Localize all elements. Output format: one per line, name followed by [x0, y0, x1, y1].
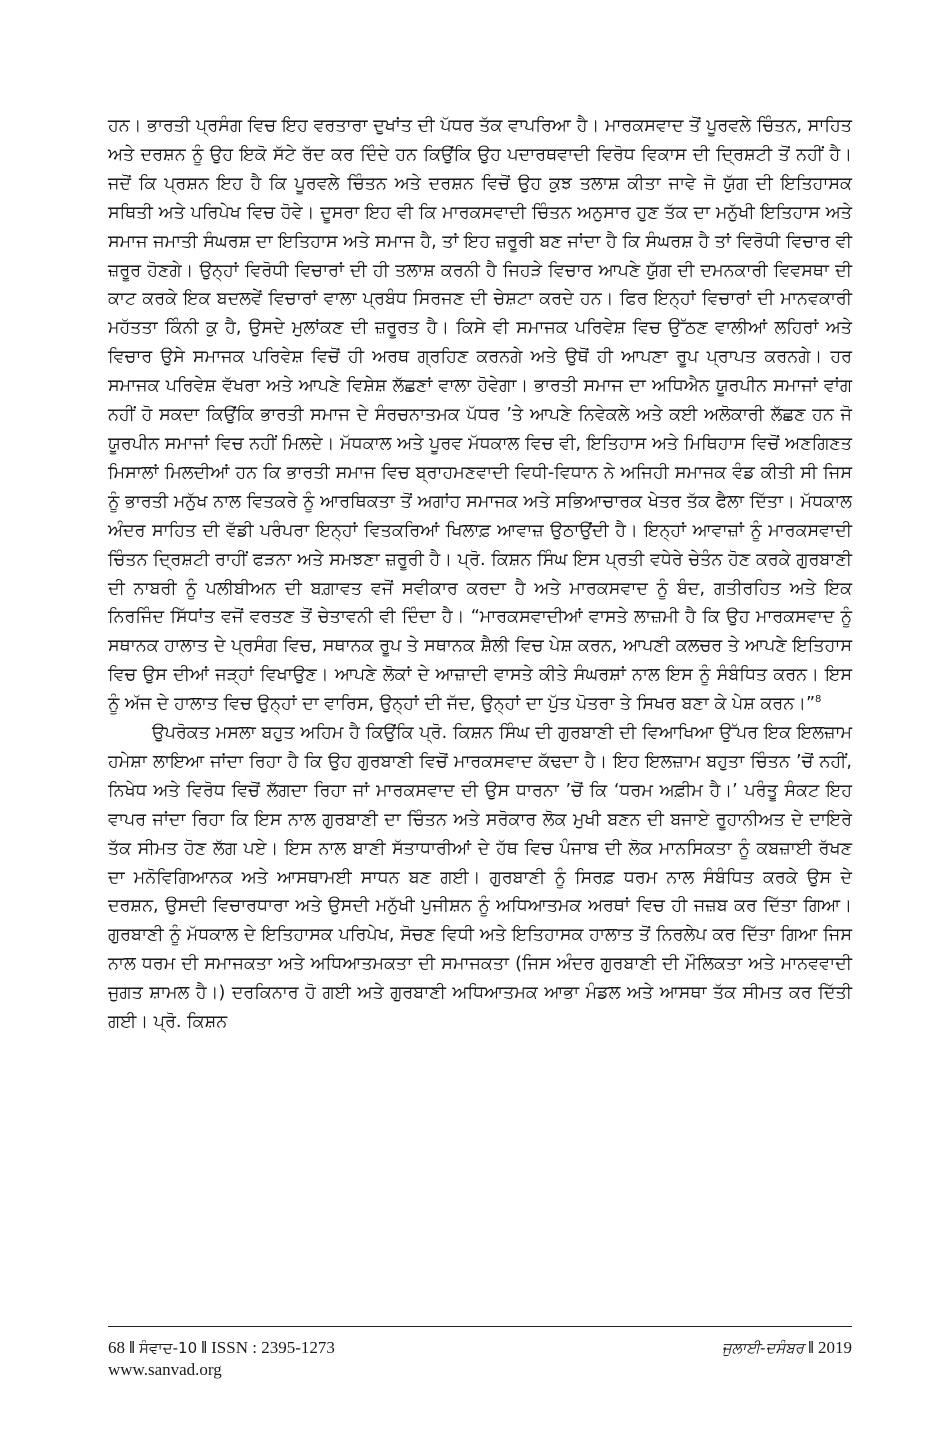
- paragraph-continued: [108, 112, 852, 719]
- footer-rule: [108, 1326, 852, 1327]
- footer-separator: ‖: [129, 1338, 135, 1357]
- paragraph: [108, 719, 852, 1037]
- footnote-marker: 8: [815, 694, 822, 706]
- footer-right: [722, 1338, 852, 1358]
- website-url: www.sanvad.org: [108, 1360, 222, 1379]
- article-body: [108, 112, 852, 1037]
- journal-name: ਸੰਵਾਦ-10: [139, 1339, 198, 1357]
- issue-year: 2019: [818, 1338, 852, 1357]
- footer-separator: ‖: [808, 1338, 814, 1357]
- footer-separator: ‖: [201, 1338, 207, 1357]
- page-number: 68: [108, 1338, 125, 1357]
- footer-left: [108, 1338, 335, 1379]
- paragraph-text: ਹਨ। ਭਾਰਤੀ ਪ੍ਰਸੰਗ ਵਿਚ ਇਹ ਵਰਤਾਰਾ ਦੁਖਾਂਤ ਦੀ ਪੱਧਰ ਤੱਕ ਵਾਪਰਿਆ ਹੈ। ਮਾਰਕਸਵਾਦ ਤੋਂ ਪੂਰਵਲੇ ਚਿੰਤਨ, ਸਾਹਿਤ ਅਤੇ ਦਰਸ਼ਨ ਨੂੰ ਉਹ ਇਕੋ ਸੱਟੇ ਰੱਦ ਕਰ ਦਿੰਦੇ ਹਨ ਕਿਉਂਕਿ ਉਹ ਪਦਾਰਥਵਾਦੀ ਵਿਰੋਧ ਵਿਕਾਸ ਦੀ ਦ੍ਰਿਸ਼ਟੀ ਤੋਂ ਨਹੀਂ ਹੈ। ਜਦੋਂ ਕਿ ਪ੍ਰਸ਼ਨ ਇਹ ਹੈ ਕਿ ਪੂਰਵਲੇ ਚਿੰਤਨ ਅਤੇ ਦਰਸ਼ਨ ਵਿਚੋਂ ਉਹ ਕੁਝ ਤਲਾਸ਼ ਕੀਤਾ ਜਾਵੇ ਜੋ ਯੁੱਗ ਦੀ ਇਤਿਹਾਸਕ ਸਥਿਤੀ ਅਤੇ ਪਰਿਪੇਖ ਵਿਚ ਹੋਵੇ। ਦੂਸਰਾ ਇਹ ਵੀ ਕਿ ਮਾਰਕਸਵਾਦੀ ਚਿੰਤਨ ਅਨੁਸਾਰ ਹੁਣ ਤੱਕ ਦਾ ਮਨੁੱਖੀ ਇਤਿਹਾਸ ਅਤੇ ਸਮਾਜ ਜਮਾਤੀ ਸੰਘਰਸ਼ ਦਾ ਇਤਿਹਾਸ ਅਤੇ ਸਮਾਜ ਹੈ, ਤਾਂ ਇਹ ਜ਼ਰੂਰੀ ਬਣ ਜਾਂਦਾ ਹੈ ਕਿ ਸੰਘਰਸ਼ ਹੈ ਤਾਂ ਵਿਰੋਧੀ ਵਿਚਾਰ ਵੀ ਜ਼ਰੂਰ ਹੋਣਗੇ। ਉਨ੍ਹਾਂ ਵਿਰੋਧੀ ਵਿਚਾਰਾਂ ਦੀ ਹੀ ਤਲਾਸ਼ ਕਰਨੀ ਹੈ ਜਿਹੜੇ ਵਿਚਾਰ ਆਪਣੇ ਯੁੱਗ ਦੀ ਦਮਨਕਾਰੀ ਵਿਵਸਥਾ ਦੀ ਕਾਟ ਕਰਕੇ ਇਕ ਬਦਲਵੇਂ ਵਿਚਾਰਾਂ ਵਾਲਾ ਪ੍ਰਬੰਧ ਸਿਰਜਣ ਦੀ ਚੇਸ਼ਟਾ ਕਰਦੇ ਹਨ। ਫਿਰ ਇਨ੍ਹਾਂ ਵਿਚਾਰਾਂ ਦੀ ਮਾਨਵਕਾਰੀ ਮਹੱਤਤਾ ਕਿੰਨੀ ਕੁ ਹੈ, ਉਸਦੇ ਮੁਲਾਂਕਣ ਦੀ ਜ਼ਰੂਰਤ ਹੈ। ਕਿਸੇ ਵੀ ਸਮਾਜਕ ਪਰਿਵੇਸ਼ ਵਿਚ ਉੱਠਣ ਵਾਲੀਆਂ ਲਹਿਰਾਂ ਅਤੇ ਵਿਚਾਰ ਉਸੇ ਸਮਾਜਕ ਪਰਿਵੇਸ਼ ਵਿਚੋਂ ਹੀ ਅਰਥ ਗ੍ਰਹਿਣ ਕਰਨਗੇ ਅਤੇ ਉਥੋਂ ਹੀ ਆਪਣਾ ਰੂਪ ਪ੍ਰਾਪਤ ਕਰਨਗੇ। ਹਰ ਸਮਾਜਕ ਪਰਿਵੇਸ਼ ਵੱਖਰਾ ਅਤੇ ਆਪਣੇ ਵਿਸ਼ੇਸ਼ ਲੱਛਣਾਂ ਵਾਲਾ ਹੋਵੇਗਾ। ਭਾਰਤੀ ਸਮਾਜ ਦਾ ਅਧਿਐਨ ਯੂਰਪੀਨ ਸਮਾਜਾਂ ਵਾਂਗ ਨਹੀਂ ਹੋ ਸਕਦਾ ਕਿਉਂਕਿ ਭਾਰਤੀ ਸਮਾਜ ਦੇ ਸੰਰਚਨਾਤਮਕ ਪੱਧਰ ’ਤੇ ਆਪਣੇ ਨਿਵੇਕਲੇ ਅਤੇ ਕਈ ਅਲੋਕਾਰੀ ਲੱਛਣ ਹਨ ਜੋ ਯੂਰਪੀਨ ਸਮਾਜਾਂ ਵਿਚ ਨਹੀਂ ਮਿਲਦੇ। ਮੱਧਕਾਲ ਅਤੇ ਪੂਰਵ ਮੱਧਕਾਲ ਵਿਚ ਵੀ, ਇਤਿਹਾਸ ਅਤੇ ਮਿਥਿਹਾਸ ਵਿਚੋਂ ਅਣਗਿਣਤ ਮਿਸਾਲਾਂ ਮਿਲਦੀਆਂ ਹਨ ਕਿ ਭਾਰਤੀ ਸਮਾਜ ਵਿਚ ਬ੍ਰਾਹਮਣਵਾਦੀ ਵਿਧੀ-ਵਿਧਾਨ ਨੇ ਅਜਿਹੀ ਸਮਾਜਕ ਵੰਡ ਕੀਤੀ ਸੀ ਜਿਸ ਨੂੰ ਭਾਰਤੀ ਮਨੁੱਖ ਨਾਲ ਵਿਤਕਰੇ ਨੂੰ ਆਰਥਿਕਤਾ ਤੋਂ ਅਗਾਂਹ ਸਮਾਜਕ ਅਤੇ ਸਭਿਆਚਾਰਕ ਖੇਤਰ ਤੱਕ ਫੈਲਾ ਦਿੱਤਾ। ਮੱਧਕਾਲ ਅੰਦਰ ਸਾਹਿਤ ਦੀ ਵੱਡੀ ਪਰੰਪਰਾ ਇਨ੍ਹਾਂ ਵਿਤਕਰਿਆਂ ਖਿਲਾਫ਼ ਆਵਾਜ਼ ਉਠਾਉਂਦੀ ਹੈ। ਇਨ੍ਹਾਂ ਆਵਾਜ਼ਾਂ ਨੂੰ ਮਾਰਕਸਵਾਦੀ ਚਿੰਤਨ ਦ੍ਰਿਸ਼ਟੀ ਰਾਹੀਂ ਫੜਨਾ ਅਤੇ ਸਮਝਣਾ ਜ਼ਰੂਰੀ ਹੈ। ਪ੍ਰੋ. ਕਿਸ਼ਨ ਸਿੰਘ ਇਸ ਪ੍ਰਤੀ ਵਧੇਰੇ ਚੇਤੰਨ ਹੋਣ ਕਰਕੇ ਗੁਰਬਾਣੀ ਦੀ ਨਾਬਰੀ ਨੂੰ ਪਲੀਬੀਅਨ ਦੀ ਬਗ਼ਾਵਤ ਵਜੋਂ ਸਵੀਕਾਰ ਕਰਦਾ ਹੈ ਅਤੇ ਮਾਰਕਸਵਾਦ ਨੂੰ ਬੰਦ, ਗਤੀਰਹਿਤ ਅਤੇ ਇਕ ਨਿਰਜਿੰਦ ਸਿੱਧਾਂਤ ਵਜੋਂ ਵਰਤਣ ਤੋਂ ਚੇਤਾਵਨੀ ਵੀ ਦਿੰਦਾ ਹੈ। “ਮਾਰਕਸਵਾਦੀਆਂ ਵਾਸਤੇ ਲਾਜ਼ਮੀ ਹੈ ਕਿ ਉਹ ਮਾਰਕਸਵਾਦ ਨੂੰ ਸਥਾਨਕ ਹਾਲਾਤ ਦੇ ਪ੍ਰਸੰਗ ਵਿਚ, ਸਥਾਨਕ ਰੂਪ ਤੇ ਸਥਾਨਕ ਸ਼ੈਲੀ ਵਿਚ ਪੇਸ਼ ਕਰਨ, ਆਪਣੀ ਕਲਚਰ ਤੇ ਆਪਣੇ ਇਤਿਹਾਸ ਵਿਚ ਉਸ ਦੀਆਂ ਜੜ੍ਹਾਂ ਵਿਖਾਉਣ। ਆਪਣੇ ਲੋਕਾਂ ਦੇ ਆਜ਼ਾਦੀ ਵਾਸਤੇ ਕੀਤੇ ਸੰਘਰਸ਼ਾਂ ਨਾਲ ਇਸ ਨੂੰ ਸੰਬੰਧਿਤ ਕਰਨ। ਇਸ ਨੂੰ ਅੱਜ ਦੇ ਹਾਲਾਤ ਵਿਚ ਉਨ੍ਹਾਂ ਦਾ ਵਾਰਿਸ, ਉਨ੍ਹਾਂ ਦੀ ਜੱਦ, ਉਨ੍ਹਾਂ ਦਾ ਪੁੱਤ ਪੋਤਰਾ ਤੇ ਸਿਖਰ ਬਣਾ ਕੇ ਪੇਸ਼ ਕਰਨ।”: [108, 116, 852, 715]
- issn: ISSN : 2395-1273: [211, 1338, 335, 1357]
- paragraph-text: ਉਪਰੋਕਤ ਮਸਲਾ ਬਹੁਤ ਅਹਿਮ ਹੈ ਕਿਉਂਕਿ ਪ੍ਰੋ. ਕਿਸ਼ਨ ਸਿੰਘ ਦੀ ਗੁਰਬਾਣੀ ਦੀ ਵਿਆਖਿਆ ਉੱਪਰ ਇਕ ਇਲਜ਼ਾਮ ਹਮੇਸ਼ਾ ਲਾਇਆ ਜਾਂਦਾ ਰਿਹਾ ਹੈ ਕਿ ਉਹ ਗੁਰਬਾਣੀ ਵਿਚੋਂ ਮਾਰਕਸਵਾਦ ਕੱਢਦਾ ਹੈ। ਇਹ ਇਲਜ਼ਾਮ ਬਹੁਤਾ ਚਿੰਤਨ ’ਚੋਂ ਨਹੀਂ, ਨਿਖੇਧ ਅਤੇ ਵਿਰੋਧ ਵਿਚੋਂ ਲੱਗਦਾ ਰਿਹਾ ਜਾਂ ਮਾਰਕਸਵਾਦ ਦੀ ਉਸ ਧਾਰਨਾ ’ਚੋਂ ਕਿ ‘ਧਰਮ ਅਫ਼ੀਮ ਹੈ।’ ਪਰੰਤੂ ਸੰਕਟ ਇਹ ਵਾਪਰ ਜਾਂਦਾ ਰਿਹਾ ਕਿ ਇਸ ਨਾਲ ਗੁਰਬਾਣੀ ਦਾ ਚਿੰਤਨ ਅਤੇ ਸਰੋਕਾਰ ਲੋਕ ਮੁਖੀ ਬਣਨ ਦੀ ਬਜਾਏ ਰੂਹਾਨੀਅਤ ਦੇ ਦਾਇਰੇ ਤੱਕ ਸੀਮਤ ਹੋਣ ਲੱਗ ਪਏ। ਇਸ ਨਾਲ ਬਾਣੀ ਸੱਤਾਧਾਰੀਆਂ ਦੇ ਹੱਥ ਵਿਚ ਪੰਜਾਬ ਦੀ ਲੋਕ ਮਾਨਸਿਕਤਾ ਨੂੰ ਕਬਜ਼ਾਈ ਰੱਖਣ ਦਾ ਮਨੋਵਿਗਿਆਨਕ ਅਤੇ ਆਸਥਾਮਈ ਸਾਧਨ ਬਣ ਗਈ। ਗੁਰਬਾਣੀ ਨੂੰ ਸਿਰਫ਼ ਧਰਮ ਨਾਲ ਸੰਬੰਧਿਤ ਕਰਕੇ ਉਸ ਦੇ ਦਰਸ਼ਨ, ਉਸਦੀ ਵਿਚਾਰਧਾਰਾ ਅਤੇ ਉਸਦੀ ਮਨੁੱਖੀ ਪੁਜੀਸ਼ਨ ਨੂੰ ਅਧਿਆਤਮਕ ਅਰਥਾਂ ਵਿਚ ਹੀ ਜਜ਼ਬ ਕਰ ਦਿੱਤਾ ਗਿਆ। ਗੁਰਬਾਣੀ ਨੂੰ ਮੱਧਕਾਲ ਦੇ ਇਤਿਹਾਸਕ ਪਰਿਪੇਖ, ਸੋਚਣ ਵਿਧੀ ਅਤੇ ਇਤਿਹਾਸਕ ਹਾਲਾਤ ਤੋਂ ਨਿਰਲੇਪ ਕਰ ਦਿੱਤਾ ਗਿਆ ਜਿਸ ਨਾਲ ਧਰਮ ਦੀ ਸਮਾਜਕਤਾ ਅਤੇ ਅਧਿਆਤਮਕਤਾ ਦੀ ਸਮਾਜਕਤਾ (ਜਿਸ ਅੰਦਰ ਗੁਰਬਾਣੀ ਦੀ ਮੌਲਿਕਤਾ ਅਤੇ ਮਾਨਵਵਾਦੀ ਜੁਗਤ ਸ਼ਾਮਲ ਹੈ।) ਦਰਕਿਨਾਰ ਹੋ ਗਈ ਅਤੇ ਗੁਰਬਾਣੀ ਅਧਿਆਤਮਕ ਆਭਾ ਮੰਡਲ ਅਤੇ ਆਸਥਾ ਤੱਕ ਸੀਮਤ ਕਰ ਦਿੱਤੀ ਗਈ। ਪ੍ਰੋ. ਕਿਸ਼ਨ: [108, 723, 852, 1033]
- issue-period: ਜੁਲਾਈ-ਦਸੰਬਰ: [721, 1339, 804, 1357]
